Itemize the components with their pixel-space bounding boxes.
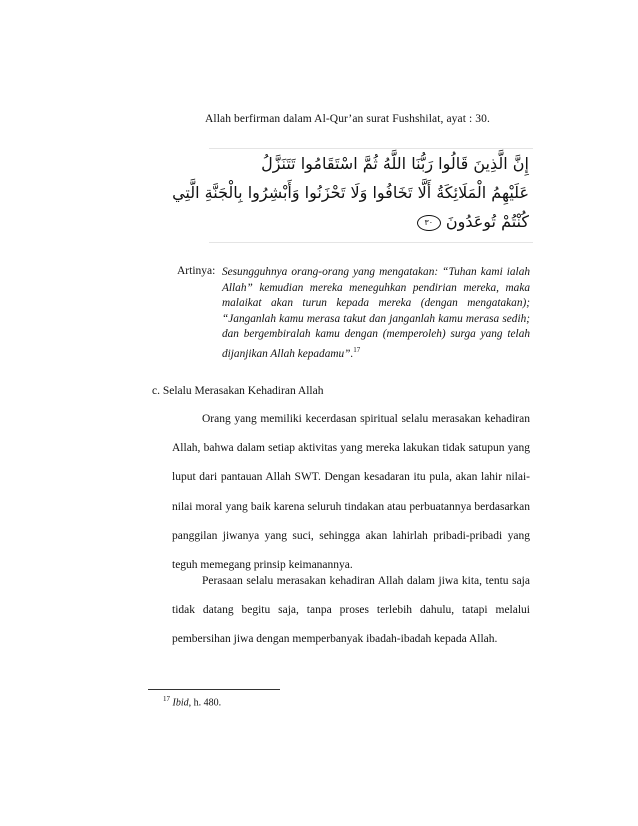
paragraph-2-text: Perasaan selalu merasakan kehadiran Allah dalam jiwa kita, tentu saja tidak datang begitu saja, tanpa proses terlebih dahulu, tatapi melalui pembersihan jiwa dengan memperbanyak ibadah-ibadah kepada Allah. [172, 575, 530, 646]
arabic-verse-line-3-text: كُنْتُمْ تُوعَدُونَ [445, 212, 529, 231]
footnote-reference: 17 [353, 345, 361, 354]
arabic-verse-block [172, 148, 533, 243]
section-heading: c. Selalu Merasakan Kehadiran Allah [152, 385, 324, 397]
intro-text: Allah berfirman dalam Al-Qur’an surat Fushshilat, ayat : 30. [205, 113, 490, 125]
translation-text [222, 265, 530, 362]
footnote-detail: , h. 480. [188, 697, 222, 709]
arabic-verse-line-1: إِنَّ الَّذِينَ قَالُوا رَبُّنَا اللَّهُ ثُمَّ اسْتَقَامُوا تَتَنَزَّلُ [261, 154, 529, 173]
paragraph-1 [172, 405, 530, 580]
arabic-verse-line-2: عَلَيْهِمُ الْمَلَائِكَةُ أَلَّا تَخَافُوا وَلَا تَحْزَنُوا وَأَبْشِرُوا بِالْجَنَّةِ الَّتِي [172, 183, 529, 202]
footnote [163, 695, 221, 708]
translation-label: Artinya: [177, 265, 216, 277]
footnote-number: 17 [163, 695, 170, 703]
translation-body: Sesungguhnya orang-orang yang mengatakan: “Tuhan kami ialah Allah” kemudian mereka meneguhkan pendirian mereka, maka malaikat akan turun kepada mereka (dengan mengatakan); “Janganlah kamu merasa takut dan janganlah kamu merasa sedih; dan bergembiralah kamu dengan (memperoleh) surga yang telah dijanjikan Allah kepadamu”. [222, 266, 530, 360]
paragraph-1-text: Orang yang memiliki kecerdasan spiritual selalu merasakan kehadiran Allah, bahwa dalam setiap aktivitas yang mereka lakukan tidak satupun yang luput dari pantauan Allah SWT. Dengan kesadaran itu pula, akan lahir nilai-nilai moral yang baik karena seluruh tindakan atau perbuatannya berdasarkan panggilan jiwanya yang suci, sehingga akan lahirlah pribadi-pribadi yang teguh memegang prinsip keimanannya. [172, 413, 530, 572]
footnote-divider [148, 689, 280, 690]
ayah-number-mark: ٣٠ [417, 215, 441, 231]
footnote-work: Ibid [172, 697, 189, 709]
arabic-verse-line-3 [209, 207, 533, 236]
paragraph-2 [172, 567, 530, 655]
